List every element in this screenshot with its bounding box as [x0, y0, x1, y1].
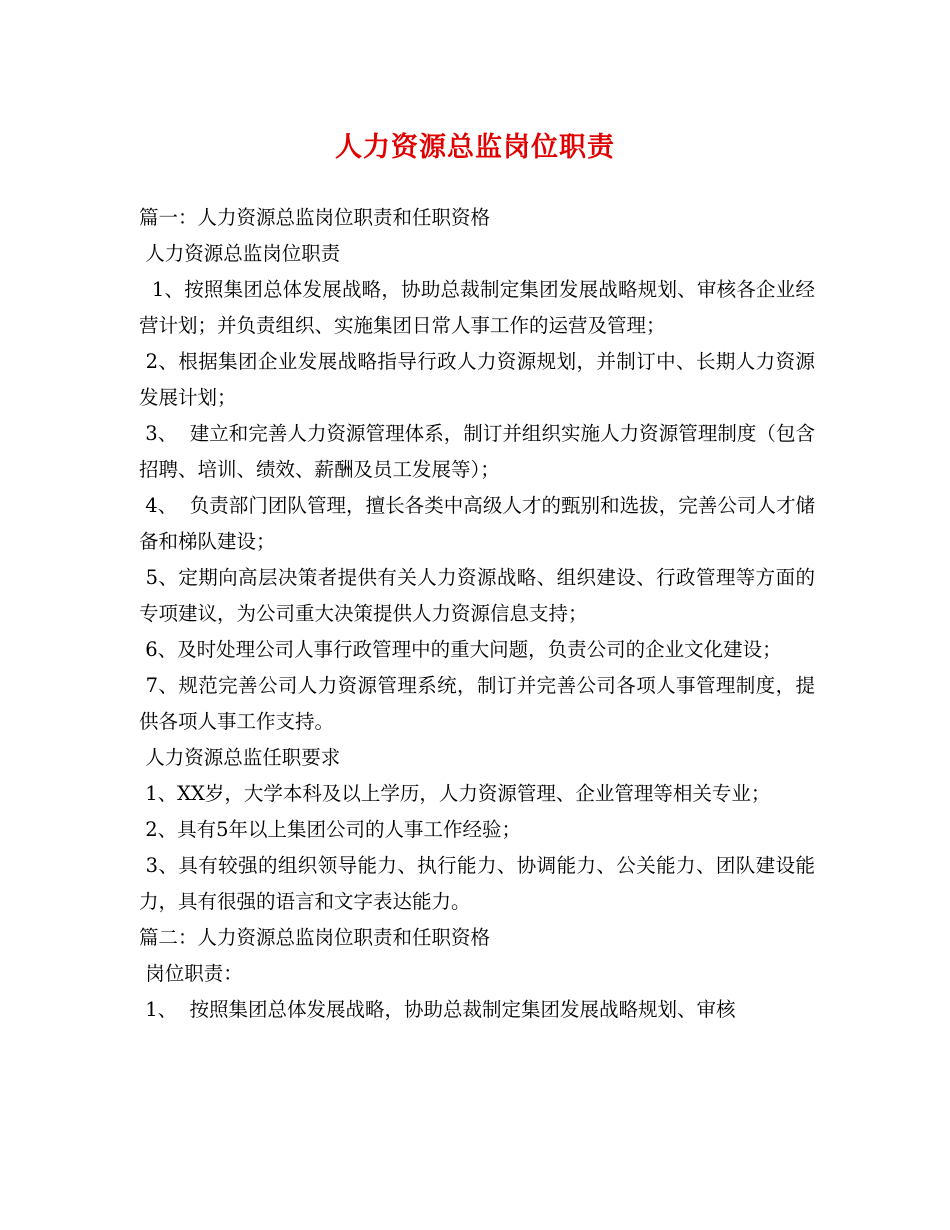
duty-item-3: 3、 建立和完善人力资源管理体系，制订并组织实施人力资源管理制度（包含招聘、培训、绩效、薪酬及员工发展等）； [139, 422, 815, 481]
duty-item-5: 5、定期向高层决策者提供有关人力资源战略、组织建设、行政管理等方面的专项建议，为公司重大决策提供人力资源信息支持； [139, 566, 815, 625]
document-body [139, 200, 815, 1028]
requirement-item-1: 1、XX岁，大学本科及以上学历，人力资源管理、企业管理等相关专业； [139, 782, 771, 805]
duty-item-6: 6、及时处理公司人事行政管理中的重大问题，负责公司的企业文化建设； [139, 638, 782, 661]
subsection-heading-duties: 人力资源总监岗位职责 [139, 242, 341, 265]
document-title: 人力资源总监岗位职责 [335, 132, 615, 163]
subsection-heading-requirements: 人力资源总监任职要求 [139, 746, 341, 769]
duty-item-4: 4、 负责部门团队管理，擅长各类中高级人才的甄别和选拔，完善公司人才储备和梯队建设； [139, 494, 815, 553]
duty-item-2: 2、根据集团企业发展战略指导行政人力资源规划，并制订中、长期人力资源发展计划； [139, 350, 815, 409]
requirement-item-2: 2、具有5年以上集团公司的人事工作经验； [139, 818, 522, 841]
section-heading-1: 篇一：人力资源总监岗位职责和任职资格 [139, 206, 491, 229]
subsection-heading-duties-2: 岗位职责： [139, 962, 243, 985]
duty-item-7: 7、规范完善公司人力资源管理系统，制订并完善公司各项人事管理制度，提供各项人事工作支持。 [139, 674, 815, 733]
section-heading-2: 篇二：人力资源总监岗位职责和任职资格 [139, 926, 491, 949]
duty-item-2-1: 1、 按照集团总体发展战略，协助总裁制定集团发展战略规划、审核 [139, 998, 736, 1021]
duty-item-1: 1、按照集团总体发展战略，协助总裁制定集团发展战略规划、审核各企业经营计划；并负责组织、实施集团日常人事工作的运营及管理； [139, 278, 815, 337]
requirement-item-3: 3、具有较强的组织领导能力、执行能力、协调能力、公关能力、团队建设能力，具有很强的语言和文字表达能力。 [139, 854, 815, 913]
